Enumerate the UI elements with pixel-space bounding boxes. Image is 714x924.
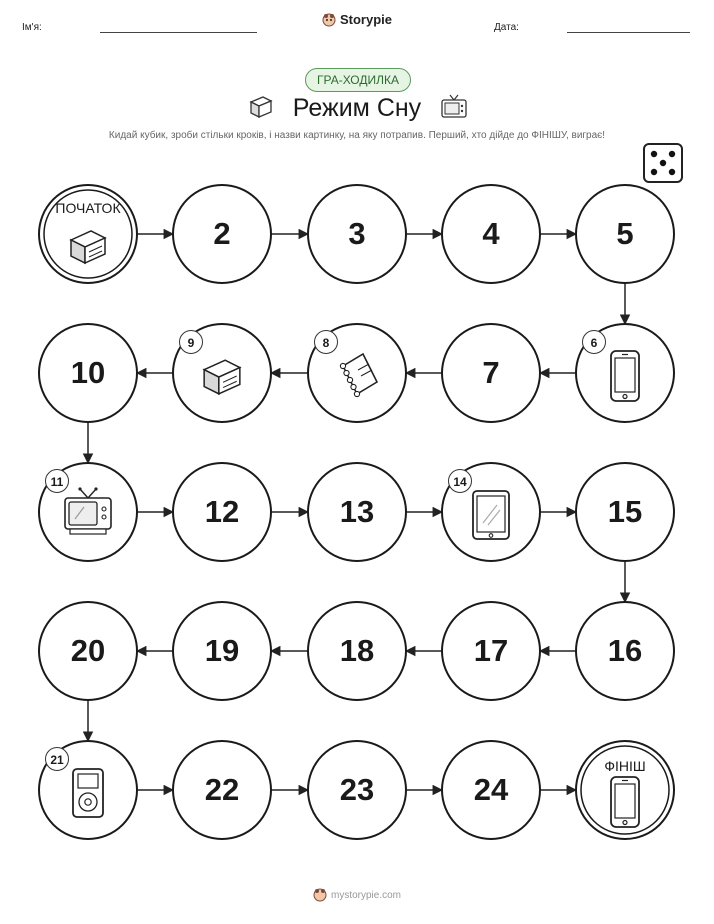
music-player-icon: [73, 769, 103, 817]
cell-number-badge: 21: [45, 747, 69, 771]
cell-number: 5: [616, 216, 634, 251]
name-label: Ім'я:: [22, 22, 42, 33]
phone-icon: [611, 351, 639, 401]
cell-number: 22: [204, 772, 240, 807]
cell-number-badge: 9: [179, 330, 203, 354]
cell-number: 7: [482, 355, 500, 390]
cell-number: 4: [482, 216, 500, 251]
cell-number: 20: [70, 633, 106, 668]
cell-number: 12: [204, 494, 240, 529]
game-type-badge: ГРА-ХОДИЛКА: [305, 68, 411, 92]
cell-number: 10: [70, 355, 106, 390]
cell-number: 18: [339, 633, 375, 668]
storypie-mascot-icon: [313, 888, 327, 902]
board-cell: [576, 741, 674, 839]
phone-icon: [611, 777, 639, 827]
cell-number: 13: [339, 494, 375, 529]
cell-number-badge: 8: [314, 330, 338, 354]
cell-number: 23: [339, 772, 375, 807]
cell-number-badge: 14: [448, 469, 472, 493]
cell-number: 19: [204, 633, 240, 668]
cell-number: 16: [607, 633, 643, 668]
footer-url: mystorypie.com: [330, 889, 401, 901]
cell-number: 2: [213, 216, 231, 251]
cell-number-badge: 11: [45, 469, 69, 493]
cell-number: 24: [473, 772, 509, 807]
page-title: Режим Сну: [292, 94, 422, 122]
instructions: Кидай кубик, зроби стільки кроків, і назви картинку, на яку потрапив. Перший, хто дійде до ФІНІШУ, виграє!: [108, 130, 606, 141]
finish-label: ФІНІШ: [604, 758, 646, 774]
brand-name: Storypie: [339, 12, 392, 27]
footer: [0, 888, 714, 905]
cell-number: 17: [473, 633, 509, 668]
cell-number-badge: 6: [582, 330, 606, 354]
date-label: Дата:: [494, 22, 519, 33]
cell-number: 3: [348, 216, 366, 251]
start-label: ПОЧАТОК: [55, 200, 121, 216]
tablet-icon: [473, 491, 509, 539]
cell-number: 15: [607, 494, 643, 529]
